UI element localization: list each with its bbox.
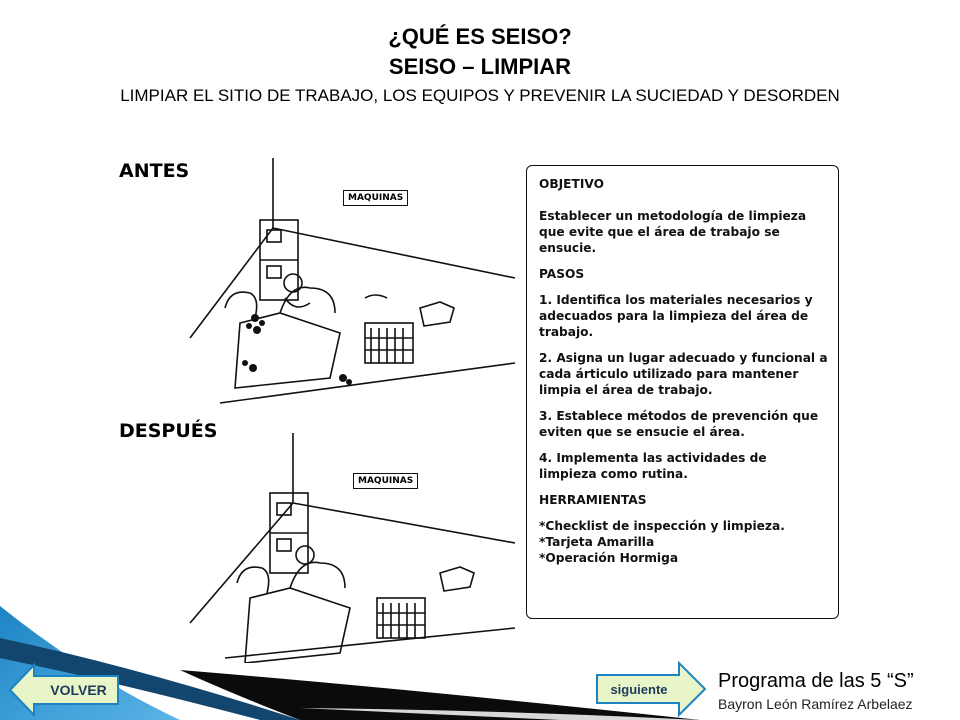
seiso-info-box [526,165,839,619]
program-title: Programa de las 5 “S” [718,670,914,692]
machines-sign-after: MAQUINAS [353,473,418,489]
tool-1: *Checklist de inspección y limpieza. [539,519,785,533]
author-name: Bayron León Ramírez Arbelaez [718,696,913,712]
step-3: 3. Establece métodos de prevención que eviten que se ensucie el área. [539,409,819,439]
tools-heading: HERRAMIENTAS [539,493,647,507]
steps-heading: PASOS [539,267,585,281]
step-2: 2. Asigna un lugar adecuado y funcional a cada árticulo utilizado para mantener limpia el área de trabajo. [539,351,828,397]
step-4: 4. Implementa las actividades de limpieza como rutina. [539,451,767,481]
back-button[interactable] [8,662,120,718]
tool-2: *Tarjeta Amarilla [539,535,655,549]
slide-description: LIMPIAR EL SITIO DE TRABAJO, LOS EQUIPOS Y PREVENIR LA SUCIEDAD Y DESORDEN [120,86,840,105]
next-button-label: siguiente [610,682,668,697]
objective-heading: OBJETIVO [539,177,604,191]
slide-title: ¿QUÉ ES SEISO? [388,24,572,49]
back-button-label: VOLVER [50,682,107,698]
tool-3: *Operación Hormiga [539,551,679,565]
after-label: DESPUÉS [119,420,218,442]
machines-sign-before: MAQUINAS [343,190,408,206]
step-1: 1. Identifica los materiales necesarios y adecuados para la limpieza del área de trabajo. [539,293,813,339]
slide-subtitle: SEISO – LIMPIAR [388,54,572,79]
objective-text: Establecer un metodología de limpieza que evite que el área de trabajo se ensucie. [539,209,807,255]
next-button[interactable] [595,660,707,718]
seiso-illustration [95,148,850,668]
before-label: ANTES [119,160,190,182]
